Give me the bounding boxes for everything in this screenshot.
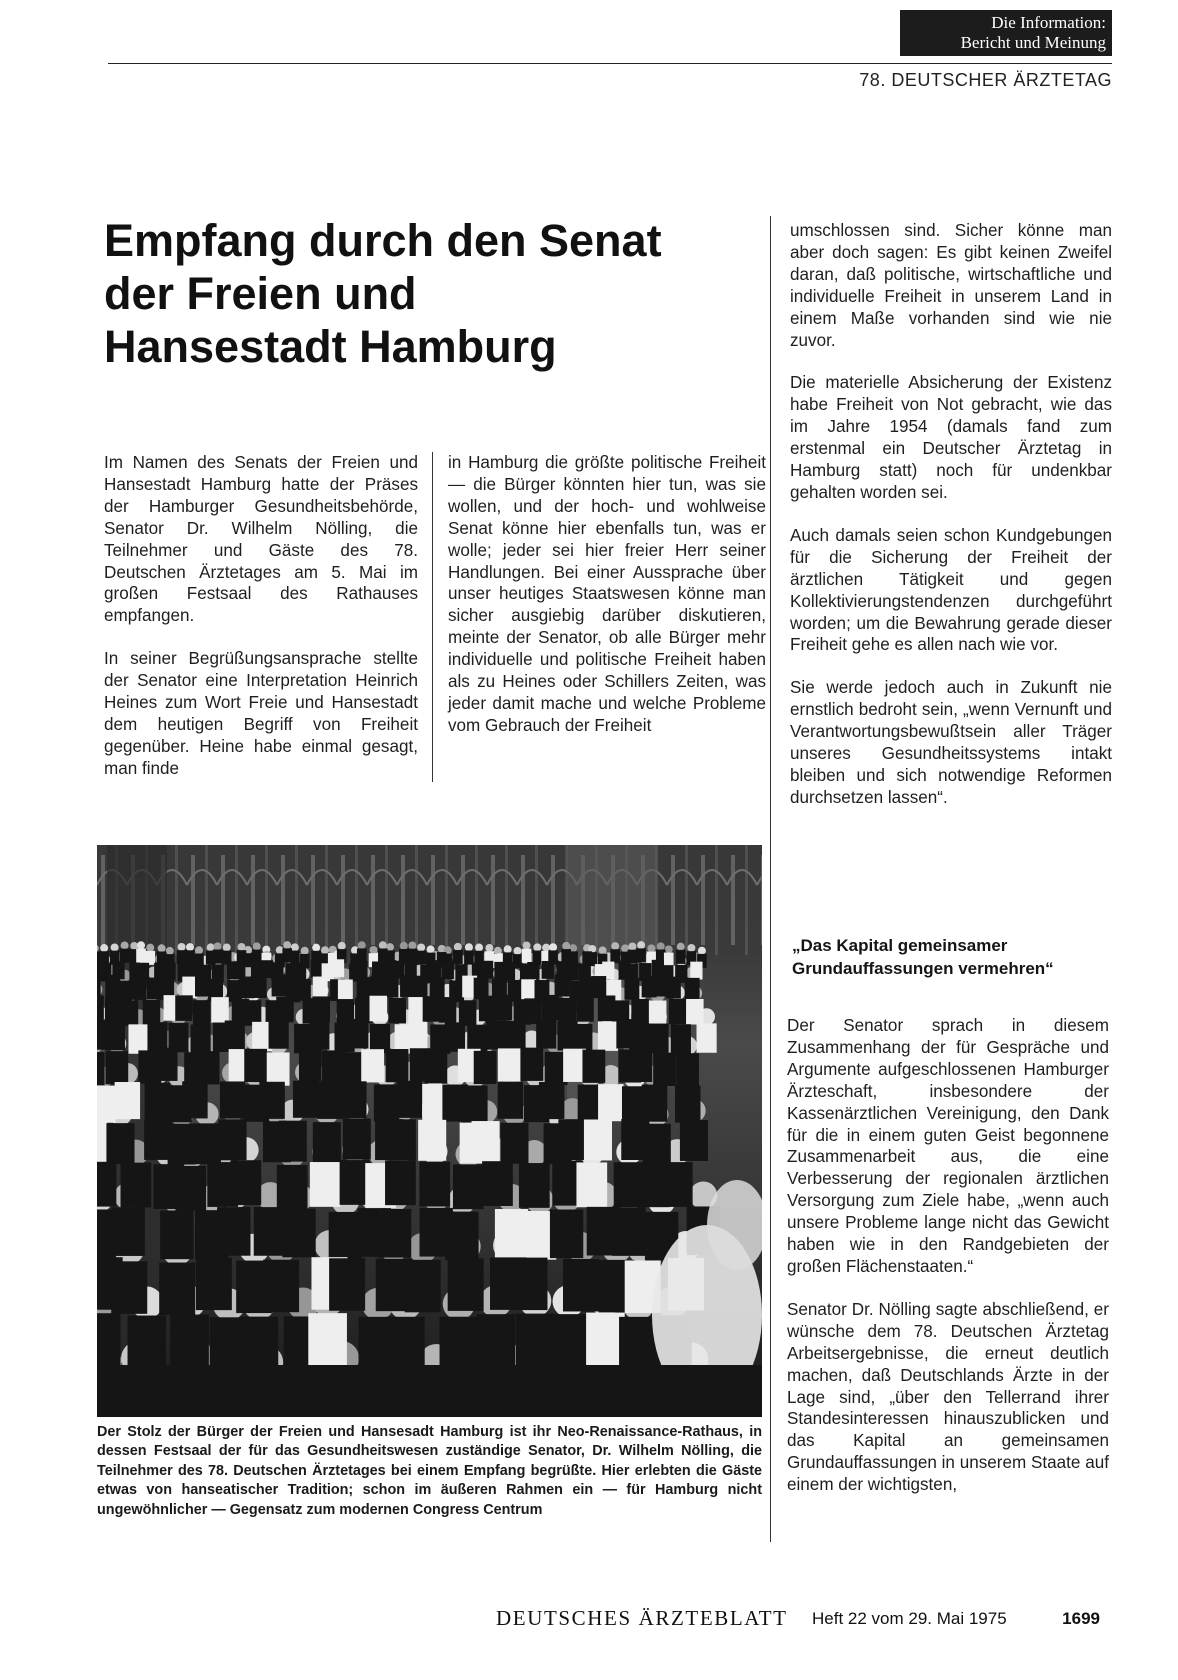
reception-photo — [97, 845, 762, 1417]
headline-line-2: der Freien und — [104, 268, 417, 319]
header-rule — [108, 63, 1112, 64]
paragraph: Der Senator sprach in diesem Zusammenhang der für Gespräche und Argumente aufgeschlossenen Hamburger Ärzteschaft, insbesondere der Kassenärztlichen Vereinigung, den Dank für die in einem guten Geist begonnene Zusammenarbeit aus, die eine Verbesserung der regionalen ärztlichen Versorgung zum Ziele habe, „wenn auch unsere Probleme lange nicht das Gewicht haben wie in den Randgebieten der großen Flächenstaaten.“ — [787, 1016, 1109, 1276]
rubric-line-1: Die Information: — [991, 13, 1106, 32]
section-label: 78. DEUTSCHER ÄRZTETAG — [859, 70, 1112, 90]
issue-info: Heft 22 vom 29. Mai 1975 — [812, 1609, 1007, 1628]
subheading: „Das Kapital gemeinsamer Grundauffassungen vermehren“ — [792, 936, 1054, 978]
rubric-box — [900, 10, 1112, 56]
page-footer — [496, 1606, 1100, 1634]
paragraph: Sie werde jedoch auch in Zukunft nie ernstlich bedroht sein, „wenn Vernunft und Verantwortungsbewußtsein aller Träger unseres Gesundheitssystems intakt bleiben und sich notwendige Reformen durchsetzen lassen“. — [790, 678, 1112, 807]
photo-caption: Der Stolz der Bürger der Freien und Hansesadt Hamburg ist ihr Neo-Renaissance-Rathaus, in dessen Festsaal der für das Gesundheitswesen zuständige Senator, Dr. Wilhelm Nölling, die Teilnehmer des 78. Deutschen Ärztetages bei einem Empfang begrüßte. Hier erlebten die Gäste etwas von hanseatischer Tradition; schon im äußeren Rahmen ein — für Hamburg nicht ungewöhnlicher — Gegensatz zum modernen Congress Centrum — [97, 1424, 762, 1518]
rubric-line-2: Bericht und Meinung — [960, 33, 1106, 52]
paragraph: Im Namen des Senats der Freien und Hansestadt Hamburg hatte der Präses der Hamburger Gesundheitsbehörde, Senator Dr. Wilhelm Nölling, die Teilnehmer und Gäste des 78. Deutschen Ärztetages am 5. Mai im großen Festsaal des Rathauses empfangen. — [104, 453, 418, 626]
text-column-3 — [790, 220, 1112, 830]
paragraph: Senator Dr. Nölling sagte abschließend, er wünsche dem 78. Deutschen Ärztetag Arbeitsergebnisse, die erneut deutlich machen, daß Deutschlands Ärzte in der Lage sind, „über den Tellerrand ihrer Standesinteressen hinauszublicken und das Kapital an gemeinsamen Grundauffassungen in unserem Staate auf einem der wichtigsten, — [787, 1299, 1109, 1495]
paragraph: in Hamburg die größte politische Freiheit — die Bürger könnten hier tun, was sie wollen, und der hoch- und wohlweise Senat könne hier ebenfalls tun, was er wolle; jeder sei hier freier Herr seiner Handlungen. Bei einer Aussprache über unser heutiges Staatswesen könne man sicher ausgiebig darüber diskutieren, meinte der Senator, ob alle Bürger mehr individuelle und politische Freiheit haben als zu Heines oder Schillers Zeiten, was jeder damit mache und welche Probleme vom Gebrauch der Freiheit — [448, 453, 766, 735]
headline-line-1: Empfang durch den Senat — [104, 215, 662, 266]
journal-masthead: DEUTSCHES ÄRZTEBLATT — [496, 1606, 788, 1630]
paragraph: umschlossen sind. Sicher könne man aber doch sagen: Es gibt keinen Zweifel daran, daß politische, wirtschaftliche und individuelle Freiheit in unserem Land in einem Maße vorhanden sind wie nie zuvor. — [790, 221, 1112, 350]
paragraph: In seiner Begrüßungsansprache stellte der Senator eine Interpretation Heinrich Heines zum Wort Freie und Hansestadt dem heutigen Begriff von Freiheit gegenüber. Heine habe einmal gesagt, man finde — [104, 649, 418, 778]
text-column-2 — [448, 452, 766, 758]
headline-line-3: Hansestadt Hamburg — [104, 321, 557, 372]
column-divider — [432, 452, 433, 782]
text-column-1 — [104, 452, 418, 801]
column-divider — [770, 216, 771, 1542]
paragraph: Auch damals seien schon Kundgebungen für die Sicherung der Freiheit der ärztlichen Tätigkeit und gegen Kollektivierungstendenzen durchgeführt worden; um die Bewahrung gerade dieser Freiheit gehe es allen nach wie vor. — [790, 525, 1112, 655]
text-column-4 — [787, 1015, 1109, 1517]
paragraph: Die materielle Absicherung der Existenz habe Freiheit von Not gebracht, wie das im Jahre 1954 (damals fand zum erstenmal ein Deutscher Ärztetag in Hamburg statt) noch für undenkbar gehalten worden sei. — [790, 373, 1112, 502]
article-headline — [104, 214, 694, 373]
page-number: 1699 — [1062, 1609, 1100, 1628]
